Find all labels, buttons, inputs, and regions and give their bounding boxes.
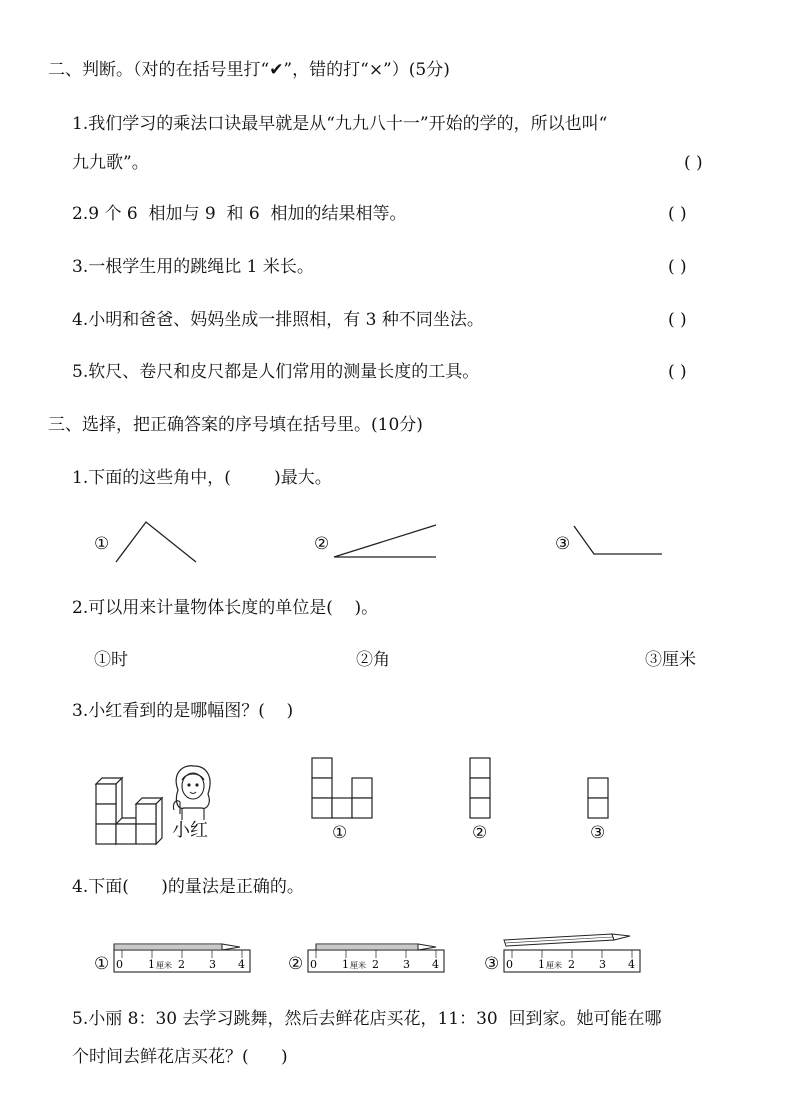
ruler1-tick-3: 3 — [209, 958, 216, 971]
section3-heading: 三、选择，把正确答案的序号填在括号里。(10分) — [48, 415, 423, 435]
ruler1-tick-0: 0 — [116, 958, 123, 971]
judge-item-5-answer-blank[interactable]: ( ) — [668, 362, 687, 382]
q2-option-2[interactable]: ②角 — [356, 650, 390, 670]
ruler3-tick-1: 1 — [538, 958, 545, 971]
ruler2-tick-0: 0 — [310, 958, 317, 971]
choice-q2-text: 2.可以用来计量物体长度的单位是( )。 — [72, 598, 379, 618]
q1-option-3-label[interactable]: ③ — [555, 534, 571, 554]
judge-item-4-answer-blank[interactable]: ( ) — [668, 310, 687, 330]
view-option-1-figure — [310, 756, 374, 820]
q2-option-1[interactable]: ①时 — [94, 650, 128, 670]
q3-option-2-label[interactable]: ② — [472, 823, 488, 843]
choice-q3-text: 3.小红看到的是哪幅图？( ) — [72, 701, 294, 721]
cube-stack-figure — [94, 770, 174, 845]
judge-item-3: 3.一根学生用的跳绳比 1 米长。 — [72, 257, 314, 277]
ruler2-tick-2: 2 — [372, 958, 379, 971]
ruler3-tick-2: 2 — [568, 958, 575, 971]
angle-1-figure — [114, 520, 204, 565]
q2-option-3[interactable]: ③厘米 — [645, 650, 696, 670]
judge-item-5: 5.软尺、卷尺和皮尺都是人们常用的测量长度的工具。 — [72, 362, 480, 382]
judge-item-1-answer-blank[interactable]: ( ) — [684, 153, 703, 173]
ruler2-tick-4: 4 — [432, 958, 439, 971]
view-option-2-figure — [468, 756, 492, 820]
person-label-xiaohong: 小红 — [172, 820, 208, 841]
judge-item-4: 4.小明和爸爸、妈妈坐成一排照相，有 3 种不同坐法。 — [72, 310, 484, 330]
ruler-option-3-figure — [502, 932, 644, 976]
q3-option-1-label[interactable]: ① — [332, 823, 348, 843]
choice-q4-text: 4.下面( )的量法是正确的。 — [72, 877, 304, 897]
ruler1-tick-2: 2 — [178, 958, 185, 971]
choice-q5-line1: 5.小丽 8：30 去学习跳舞，然后去鲜花店买花，11：30 回到家。她可能在哪 — [72, 1009, 662, 1029]
ruler2-unit: 厘米 — [350, 961, 366, 970]
ruler2-tick-1: 1 — [342, 958, 349, 971]
judge-item-1-line2: 九九歌”。 — [72, 153, 149, 173]
view-option-3-figure — [586, 776, 610, 820]
q1-option-1-label[interactable]: ① — [94, 534, 110, 554]
ruler3-tick-3: 3 — [599, 958, 606, 971]
choice-q5-line2: 个时间去鲜花店买花？( ) — [72, 1047, 288, 1067]
judge-item-2-answer-blank[interactable]: ( ) — [668, 204, 687, 224]
ruler1-unit: 厘米 — [156, 961, 172, 970]
ruler2-tick-3: 3 — [403, 958, 410, 971]
judge-item-3-answer-blank[interactable]: ( ) — [668, 257, 687, 277]
ruler3-tick-4: 4 — [628, 958, 635, 971]
ruler-option-2-figure — [306, 938, 448, 976]
girl-xiaohong-illustration — [168, 764, 216, 820]
choice-q1-text: 1.下面的这些角中，( )最大。 — [72, 468, 332, 488]
q1-option-2-label[interactable]: ② — [314, 534, 330, 554]
ruler-option-1-figure — [112, 938, 254, 976]
ruler1-tick-4: 4 — [238, 958, 245, 971]
judge-item-2: 2.9 个 6 相加与 9 和 6 相加的结果相等。 — [72, 204, 407, 224]
ruler3-tick-0: 0 — [506, 958, 513, 971]
q4-option-3-label[interactable]: ③ — [484, 954, 500, 974]
ruler1-tick-1: 1 — [148, 958, 155, 971]
q4-option-1-label[interactable]: ① — [94, 954, 110, 974]
q4-option-2-label[interactable]: ② — [288, 954, 304, 974]
section2-heading: 二、判断。（对的在括号里打“✔”，错的打“×”）(5分) — [48, 60, 450, 80]
judge-item-1-line1: 1.我们学习的乘法口诀最早就是从“九九八十一”开始的学的，所以也叫“ — [72, 114, 608, 134]
angle-3-figure — [572, 524, 667, 559]
ruler3-unit: 厘米 — [546, 961, 562, 970]
angle-2-figure — [332, 522, 442, 562]
q3-option-3-label[interactable]: ③ — [590, 823, 606, 843]
